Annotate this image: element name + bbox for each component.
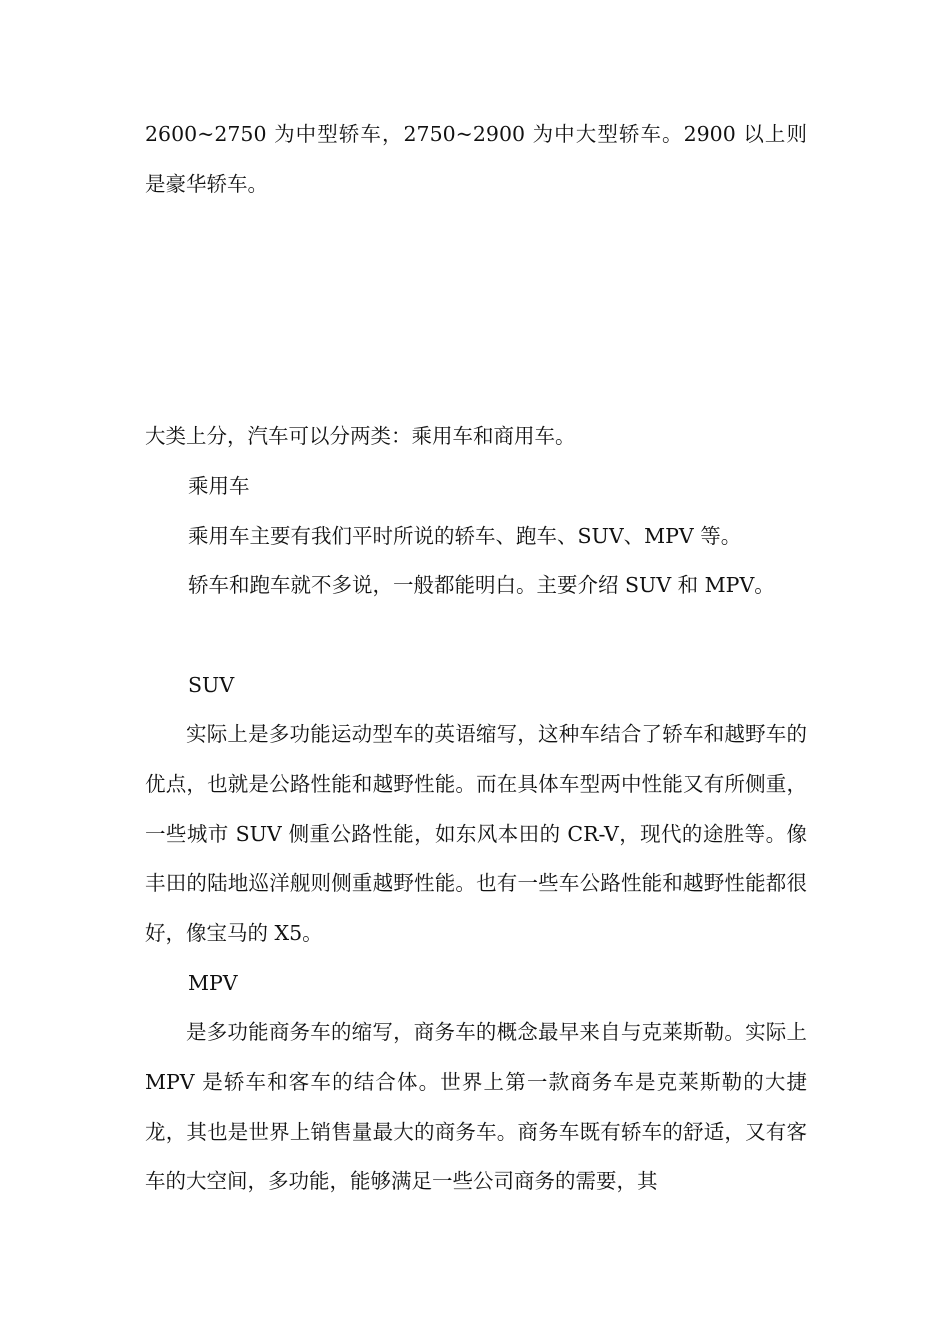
paragraph-mpv-description: 是多功能商务车的缩写，商务车的概念最早来自与克莱斯勒。实际上 MPV 是轿车和客车的结合体。世界上第一款商务车是克莱斯勒的大捷龙，其也是世界上销售量最大的商务车。商务车既有轿车的舒适，又有客车的大空间，多功能，能够满足一些公司商务的需要，其 — [145, 1020, 807, 1194]
paragraph-intro-suv-mpv: 轿车和跑车就不多说，一般都能明白。主要介绍 SUV 和 MPV。 — [188, 573, 775, 597]
heading-passenger-car: 乘用车 — [188, 474, 250, 498]
paragraph-sedan-classes: 2600~2750 为中型轿车，2750~2900 为中大型轿车。2900 以上则是豪华轿车。 — [145, 122, 807, 196]
paragraph-vehicle-categories: 大类上分，汽车可以分两类：乘用车和商用车。 — [145, 424, 576, 448]
heading-mpv: MPV — [188, 971, 238, 995]
heading-suv: SUV — [188, 673, 235, 697]
paragraph-passenger-types: 乘用车主要有我们平时所说的轿车、跑车、SUV、MPV 等。 — [188, 524, 742, 548]
paragraph-suv-description: 实际上是多功能运动型车的英语缩写，这种车结合了轿车和越野车的优点，也就是公路性能和越野性能。而在具体车型两中性能又有所侧重，一些城市 SUV 侧重公路性能，如东风本田的 CR-V，现代的途胜等。像丰田的陆地巡洋舰则侧重越野性能。也有一些车公路性能和越野性能都很好，像宝马的 X5。 — [145, 722, 807, 946]
